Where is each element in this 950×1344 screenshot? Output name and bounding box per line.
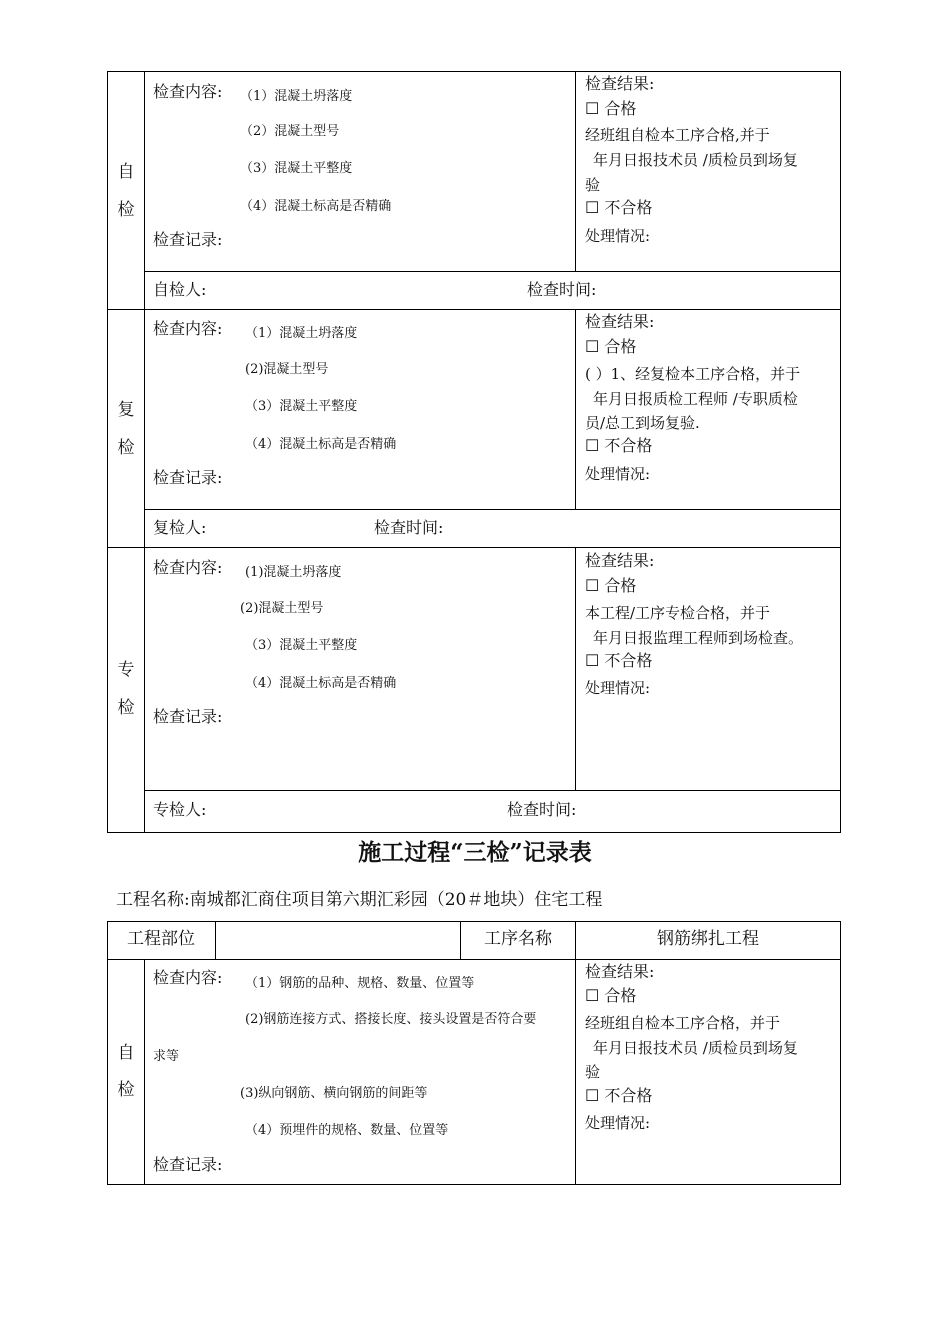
handling-label: 处理情况: <box>585 465 651 483</box>
content-label: 检查内容: <box>153 82 223 101</box>
check-item: （2）混凝土型号 <box>240 124 340 139</box>
pass-note: 经班组自检本工序合格，并于 <box>585 1014 781 1032</box>
process-name-value: 钢筋绑扎工程 <box>657 929 759 949</box>
check-item: （1）钢筋的品种、规格、数量、位置等 <box>245 976 475 991</box>
pass-checkbox[interactable]: ☐ 合格 <box>585 986 637 1005</box>
record-label: 检查记录: <box>153 468 223 487</box>
project-part-label: 工程部位 <box>127 929 195 949</box>
handling-label: 处理情况: <box>585 1114 651 1132</box>
section-label-top: 复 <box>117 400 135 420</box>
result-label: 检查结果: <box>585 74 655 93</box>
check-item: (3)纵向钢筋、横向钢筋的间距等 <box>240 1086 428 1101</box>
pass-note: 年月日报技术员 /质检员到场复 <box>593 151 798 169</box>
content-label: 检查内容: <box>153 558 223 577</box>
check-item: （4）混凝土标高是否精确 <box>245 437 397 452</box>
check-item: 求等 <box>153 1049 180 1064</box>
section-label-bottom: 检 <box>117 1080 135 1100</box>
check-item: （3）混凝土平整度 <box>240 161 353 176</box>
pass-note: 本工程/工序专检合格，并于 <box>585 604 771 622</box>
section-label-bottom: 检 <box>117 200 135 220</box>
record-label: 检查记录: <box>153 1155 223 1174</box>
check-item: （1）混凝土坍落度 <box>245 326 358 341</box>
content-label: 检查内容: <box>153 968 223 987</box>
check-item: （4）预埋件的规格、数量、位置等 <box>245 1123 449 1138</box>
pass-checkbox[interactable]: ☐ 合格 <box>585 99 637 118</box>
section-label-bottom: 检 <box>117 438 135 458</box>
check-item: （3）混凝土平整度 <box>245 638 358 653</box>
self-checker-label: 自检人: <box>153 280 207 299</box>
content-label: 检查内容: <box>153 319 223 338</box>
re-checker-label: 复检人: <box>153 518 207 537</box>
special-checker-label: 专检人: <box>153 800 207 819</box>
section-label-top: 自 <box>117 1043 135 1063</box>
pass-note: 经班组自检本工序合格,并于 <box>585 126 770 144</box>
pass-note: 年月日报质检工程师 /专职质检 <box>593 390 798 408</box>
check-item: (2)钢筋连接方式、搭接长度、接头设置是否符合要 <box>245 1012 537 1027</box>
record-label: 检查记录: <box>153 230 223 249</box>
section-label-top: 自 <box>117 162 135 182</box>
handling-label: 处理情况: <box>585 227 651 245</box>
pass-checkbox[interactable]: ☐ 合格 <box>585 576 637 595</box>
result-label: 检查结果: <box>585 312 655 331</box>
pass-note: 员/总工到场复验. <box>585 414 700 432</box>
pass-note: 验 <box>585 1063 601 1081</box>
pass-note: 年月日报监理工程师到场检查。 <box>593 629 804 647</box>
check-time-label: 检查时间: <box>507 800 577 819</box>
fail-checkbox[interactable]: ☐ 不合格 <box>585 198 653 217</box>
check-time-label: 检查时间: <box>527 280 597 299</box>
fail-checkbox[interactable]: ☐ 不合格 <box>585 1086 653 1105</box>
check-item: (1)混凝土坍落度 <box>245 565 342 580</box>
fail-checkbox[interactable]: ☐ 不合格 <box>585 651 653 670</box>
form-title: 施工过程“三检”记录表 <box>358 839 592 866</box>
check-item: （4）混凝土标高是否精确 <box>245 676 397 691</box>
pass-note: ( ）1、经复检本工序合格，并于 <box>585 365 801 383</box>
result-label: 检查结果: <box>585 962 655 981</box>
check-item: （3）混凝土平整度 <box>245 399 358 414</box>
fail-checkbox[interactable]: ☐ 不合格 <box>585 436 653 455</box>
record-label: 检查记录: <box>153 707 223 726</box>
check-item: （1）混凝土坍落度 <box>240 89 353 104</box>
check-item: （4）混凝土标高是否精确 <box>240 199 392 214</box>
process-name-label: 工序名称 <box>484 929 552 949</box>
section-label-bottom: 检 <box>117 698 135 718</box>
check-item: (2)混凝土型号 <box>245 362 329 377</box>
check-time-label: 检查时间: <box>374 518 444 537</box>
pass-note: 年月日报技术员 /质检员到场复 <box>593 1039 798 1057</box>
check-item: (2)混凝土型号 <box>240 601 324 616</box>
section-label-top: 专 <box>117 660 135 680</box>
pass-checkbox[interactable]: ☐ 合格 <box>585 337 637 356</box>
project-name-line: 工程名称:南城都汇商住项目第六期汇彩园（20＃地块）住宅工程 <box>116 890 603 910</box>
handling-label: 处理情况: <box>585 679 651 697</box>
pass-note: 验 <box>585 176 601 194</box>
result-label: 检查结果: <box>585 551 655 570</box>
